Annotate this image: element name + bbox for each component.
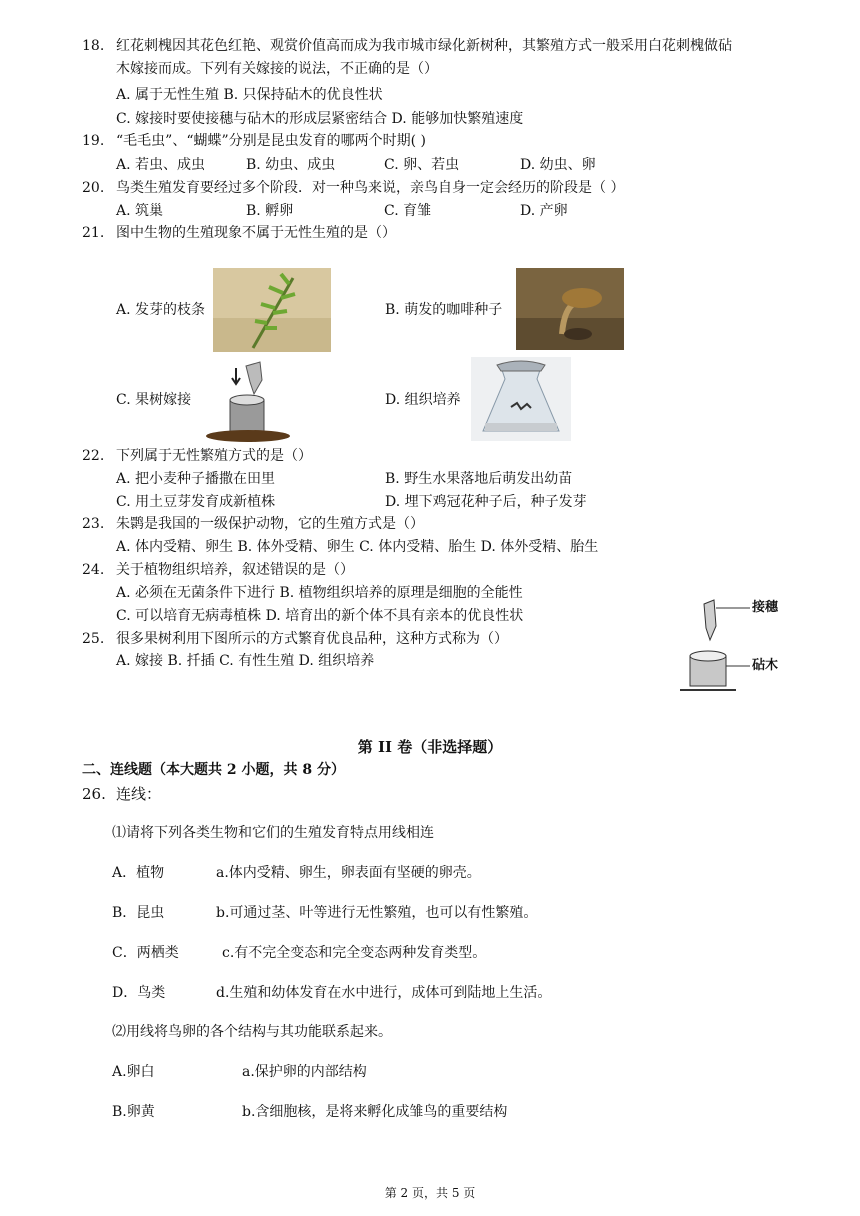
question-number: 25. (82, 631, 105, 647)
match2-right-a: a.保护卵的内部结构 (242, 1064, 367, 1080)
coffee-seed-image (516, 268, 624, 350)
match1-right-d: d.生殖和幼体发育在水中进行，成体可到陆地上生活。 (216, 985, 552, 1001)
sprouting-branch-image (213, 268, 331, 352)
q22-stem (82, 446, 312, 466)
q26-sub2: ⑵用线将鸟卵的各个结构与其功能联系起来。 (112, 1024, 392, 1040)
match1-right-b: b.可通过茎、叶等进行无性繁殖，也可以有性繁殖。 (216, 905, 538, 921)
match1-left-d: D．鸟类 (112, 985, 166, 1001)
q19-option-d: D. 幼虫、卵 (520, 157, 596, 173)
question-number: 19. (82, 133, 105, 149)
q20-option-d: D. 产卵 (520, 203, 568, 219)
q24-options-ab: A. 必须在无菌条件下进行 B. 植物组织培养的原理是细胞的全能性 (116, 585, 523, 601)
question-text: “毛毛虫”、“蝴蝶”分别是昆虫发育的哪两个时期( ) (116, 133, 427, 149)
rootstock-label: 砧木 (752, 658, 779, 673)
part2-title: 第 II 卷（非选择题） (357, 738, 503, 756)
question-number: 22. (82, 448, 105, 464)
question-text: 下列属于无性繁殖方式的是（） (116, 448, 312, 464)
match1-right-c: c.有不完全变态和完全变态两种发育类型。 (222, 945, 487, 961)
q23-options: A. 体内受精、卵生 B. 体外受精、卵生 C. 体内受精、胎生 D. 体外受精、胎生 (116, 539, 599, 555)
match1-right-a: a.体内受精、卵生，卵表面有坚硬的卵壳。 (216, 865, 481, 881)
grafting-image (204, 360, 292, 442)
question-number: 26. (82, 785, 106, 803)
question-text: 鸟类生殖发育要经过多个阶段．对一种鸟来说，亲鸟自身一定会经历的阶段是（ ） (116, 180, 625, 196)
question-number: 24. (82, 562, 105, 578)
q18-stem-line2: 木嫁接而成。下列有关嫁接的说法，不正确的是（） (116, 61, 438, 77)
match1-left-c: C．两栖类 (112, 945, 179, 961)
q18-stem-line1 (82, 36, 732, 56)
question-text: 连线： (116, 785, 162, 803)
scion-label: 接穗 (752, 600, 779, 615)
question-number: 18. (82, 38, 105, 54)
q21-option-d: D. 组织培养 (385, 392, 461, 408)
q25-options: A. 嫁接 B. 扦插 C. 有性生殖 D. 组织培养 (116, 653, 375, 669)
match2-left-a: A.卵白 (112, 1064, 155, 1080)
match1-left-a: A．植物 (112, 865, 165, 881)
q20-option-a: A. 筑巢 (116, 203, 164, 219)
question-number: 20. (82, 180, 105, 196)
match2-right-b: b.含细胞核，是将来孵化成雏鸟的重要结构 (242, 1104, 508, 1120)
question-number: 23. (82, 516, 105, 532)
question-text: 红花刺槐因其花色红艳、观赏价值高而成为我市城市绿化新树种，其繁殖方式一般采用白花刺槐做砧 (116, 38, 732, 54)
q23-stem (82, 514, 424, 534)
q20-stem (82, 178, 624, 198)
q19-option-a: A. 若虫、成虫 (116, 157, 206, 173)
page-footer: 第 2 页，共 5 页 (384, 1186, 476, 1200)
q20-option-c: C. 育雏 (384, 203, 432, 219)
q18-options-ab: A. 属于无性生殖 B. 只保持砧木的优良性状 (116, 87, 383, 103)
tissue-culture-flask-image (471, 357, 571, 441)
q24-options-cd: C. 可以培育无病毒植株 D. 培育出的新个体不具有亲本的优良性状 (116, 608, 524, 624)
match2-left-b: B.卵黄 (112, 1104, 155, 1120)
q22-option-d: D. 埋下鸡冠花种子后，种子发芽 (385, 494, 587, 510)
q26-stem (82, 784, 161, 804)
q22-option-b: B. 野生水果落地后萌发出幼苗 (385, 471, 573, 487)
question-text: 朱鹮是我国的一级保护动物，它的生殖方式是（） (116, 516, 424, 532)
q25-stem (82, 629, 508, 649)
q19-option-c: C. 卵、若虫 (384, 157, 460, 173)
question-number: 21. (82, 225, 105, 241)
q19-stem (82, 131, 426, 151)
match1-left-b: B．昆虫 (112, 905, 165, 921)
section2-title: 二、连线题（本大题共 2 小题，共 8 分） (82, 762, 345, 778)
q20-option-b: B. 孵卵 (246, 203, 294, 219)
q21-option-b: B. 萌发的咖啡种子 (385, 302, 503, 318)
q19-option-b: B. 幼虫、成虫 (246, 157, 336, 173)
q18-options-cd: C. 嫁接时要使接穗与砧木的形成层紧密结合 D. 能够加快繁殖速度 (116, 111, 524, 127)
q22-option-a: A. 把小麦种子播撒在田里 (116, 471, 276, 487)
q21-option-a: A. 发芽的枝条 (116, 302, 206, 318)
question-text: 图中生物的生殖现象不属于无性生殖的是（） (116, 225, 396, 241)
q26-sub1: ⑴请将下列各类生物和它们的生殖发育特点用线相连 (112, 825, 434, 841)
q21-stem (82, 223, 396, 243)
q24-stem (82, 560, 354, 580)
q21-option-c: C. 果树嫁接 (116, 392, 192, 408)
question-text: 很多果树利用下图所示的方式繁育优良品种，这种方式称为（） (116, 631, 508, 647)
q22-option-c: C. 用土豆芽发育成新植株 (116, 494, 276, 510)
question-text: 关于植物组织培养，叙述错误的是（） (116, 562, 354, 578)
